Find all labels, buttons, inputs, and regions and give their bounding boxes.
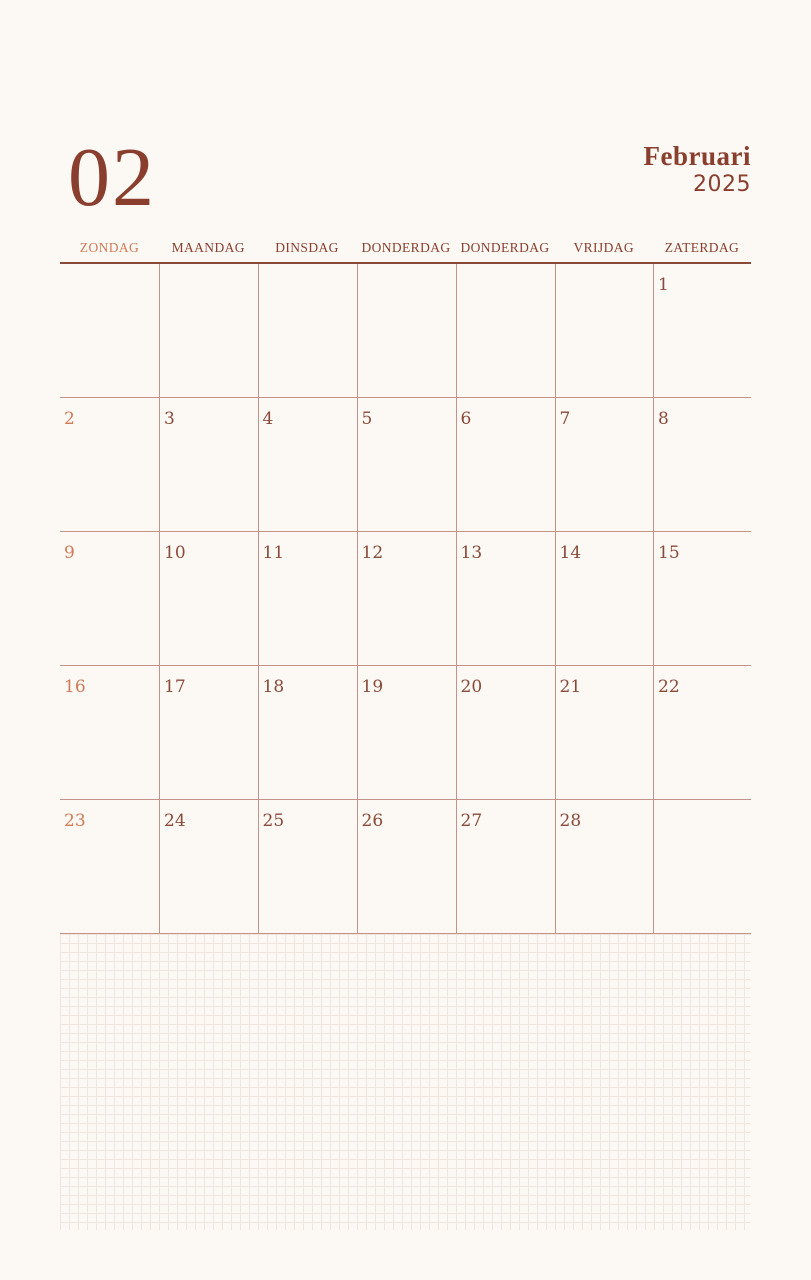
calendar-week-row: [60, 666, 751, 800]
day-cell[interactable]: [653, 264, 751, 398]
weekday-label: ZONDAG: [79, 240, 140, 255]
day-number: 14: [559, 543, 582, 563]
weekday-header-row: [60, 236, 751, 262]
day-cell[interactable]: [653, 666, 751, 800]
day-number: 6: [460, 409, 472, 429]
weekday-label: ZATERDAG: [664, 240, 740, 255]
day-cell[interactable]: [653, 800, 751, 934]
day-cell[interactable]: [60, 532, 159, 666]
day-number: 26: [361, 811, 384, 831]
day-number: 9: [64, 543, 75, 563]
calendar-week-row: [60, 398, 751, 532]
day-cell[interactable]: [555, 666, 654, 800]
day-cell[interactable]: [60, 398, 159, 532]
weekday-label: MAANDAG: [171, 240, 245, 255]
day-number: 16: [64, 677, 86, 697]
day-cell[interactable]: [456, 800, 555, 934]
day-cell[interactable]: [60, 264, 159, 398]
day-number: 4: [262, 409, 274, 429]
day-number: 22: [658, 677, 680, 697]
day-cell[interactable]: [159, 800, 258, 934]
day-number: 19: [361, 677, 384, 697]
day-cell[interactable]: [159, 398, 258, 532]
day-number: 10: [164, 543, 186, 563]
day-number: 2: [64, 409, 75, 429]
day-cell[interactable]: [456, 532, 555, 666]
month-name: Februari: [643, 141, 751, 171]
day-cell[interactable]: [159, 532, 258, 666]
day-cell[interactable]: [60, 666, 159, 800]
day-cell[interactable]: [357, 264, 456, 398]
day-number: 18: [262, 677, 285, 697]
day-number: 15: [658, 543, 680, 563]
day-number: 28: [559, 811, 582, 831]
day-number: 23: [64, 811, 86, 831]
notes-grid-area[interactable]: [60, 934, 751, 1230]
calendar-week-row: [60, 532, 751, 666]
day-cell[interactable]: [60, 800, 159, 934]
weekday-label: DONDERDAG: [460, 240, 550, 255]
day-cell[interactable]: [159, 264, 258, 398]
weekday-label: DINSDAG: [275, 240, 339, 255]
day-cell[interactable]: [357, 398, 456, 532]
day-number: 20: [460, 677, 483, 697]
month-number: 02: [68, 131, 156, 224]
day-number: 27: [460, 811, 483, 831]
day-cell[interactable]: [258, 666, 357, 800]
day-cell[interactable]: [653, 398, 751, 532]
day-cell[interactable]: [555, 398, 654, 532]
calendar-week-row: [60, 264, 751, 398]
day-number: 11: [262, 543, 285, 563]
weekday-label: DONDERDAG: [361, 240, 451, 255]
day-number: 7: [559, 409, 571, 429]
day-number: 1: [658, 275, 669, 295]
day-cell[interactable]: [555, 264, 654, 398]
day-cell[interactable]: [159, 666, 258, 800]
calendar-grid: [60, 262, 751, 932]
day-number: 17: [164, 677, 186, 697]
day-cell[interactable]: [357, 800, 456, 934]
weekday-label: VRIJDAG: [573, 240, 635, 255]
day-number: 21: [559, 677, 582, 697]
day-cell[interactable]: [258, 398, 357, 532]
day-number: 12: [361, 543, 384, 563]
day-number: 8: [658, 409, 669, 429]
day-cell[interactable]: [456, 666, 555, 800]
day-cell[interactable]: [357, 532, 456, 666]
day-cell[interactable]: [456, 398, 555, 532]
day-cell[interactable]: [456, 264, 555, 398]
day-cell[interactable]: [258, 800, 357, 934]
day-number: 24: [164, 811, 186, 831]
day-number: 3: [164, 409, 175, 429]
day-cell[interactable]: [555, 800, 654, 934]
day-cell[interactable]: [258, 264, 357, 398]
month-header: [644, 140, 751, 198]
day-cell[interactable]: [653, 532, 751, 666]
day-number: 5: [361, 409, 373, 429]
day-cell[interactable]: [357, 666, 456, 800]
day-number: 13: [460, 543, 483, 563]
day-number: 25: [262, 811, 285, 831]
calendar-week-row: [60, 800, 751, 934]
day-cell[interactable]: [258, 532, 357, 666]
day-cell[interactable]: [555, 532, 654, 666]
year: 2025: [693, 172, 751, 197]
